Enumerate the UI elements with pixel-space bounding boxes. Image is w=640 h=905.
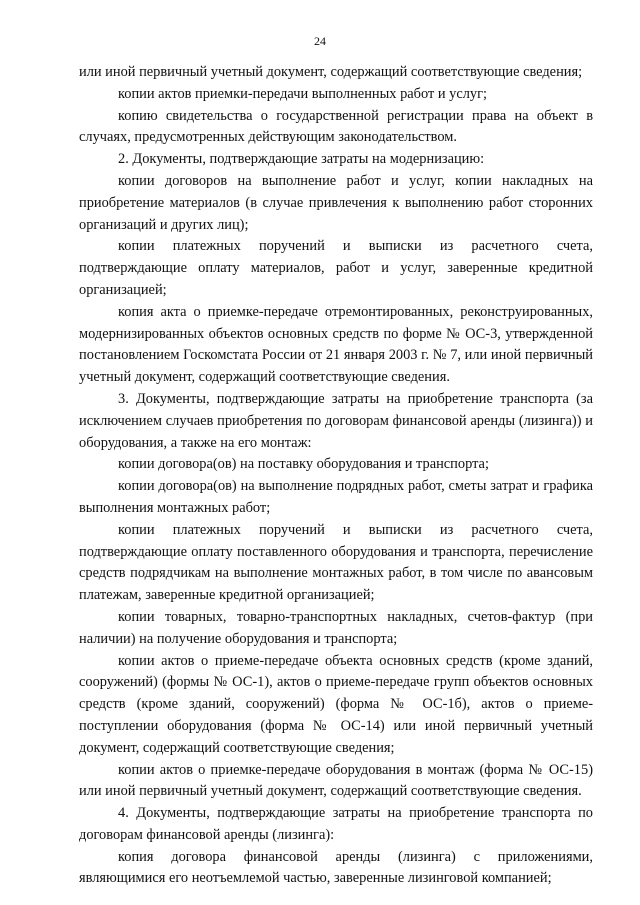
paragraph-leasing-contract: копия договора финансовой аренды (лизинга) с приложениями, являющимися его неотъемлемой частью, заверенные лизинговой компанией; — [79, 848, 593, 887]
section-heading-transport-equipment: 3. Документы, подтверждающие затраты на приобретение транспорта (за исключением случаев приобретения по договорам финансовой аренды (лизинга)) и оборудования, а также на его монтаж: — [79, 390, 593, 451]
paragraph-registration-certificate: копию свидетельства о государственной регистрации права на объект в случаях, предусмотренных действующим законодательством. — [79, 107, 593, 146]
paragraph-os1-acts: копии актов о приеме-передаче объекта основных средств (кроме зданий, сооружений) (формы № ОС-1), актов о приеме-передаче групп объектов основных средств (кроме зданий, сооружений) (форма № ОС-1б), актов о приеме-поступлении оборудования (форма № ОС-14) или иной первичный учетный документ, содержащий соответствующие сведения; — [79, 652, 593, 756]
paragraph-payment-orders: копии платежных поручений и выписки из расчетного счета, подтверждающие оплату материалов, работ и услуг, заверенные кредитной организацией; — [79, 238, 593, 298]
paragraph-os15-acts: копии актов о приемке-передаче оборудования в монтаж (форма № ОС-15) или иной первичный учетный документ, содержащий соответствующие сведения. — [79, 761, 593, 800]
paragraph-acceptance-acts: копии актов приемки-передачи выполненных работ и услуг; — [118, 85, 488, 102]
section-heading-modernization: 2. Документы, подтверждающие затраты на модернизацию: — [118, 151, 485, 168]
paragraph-contractor-contracts: копии договора(ов) на выполнение подрядных работ, сметы затрат и графика выполнения монтажных работ; — [79, 478, 593, 516]
paragraph-invoices: копии товарных, товарно-транспортных накладных, счетов-фактур (при наличии) на получение оборудования и транспорта; — [79, 608, 593, 647]
paragraph-supply-contracts: копии договора(ов) на поставку оборудования и транспорта; — [118, 456, 489, 473]
paragraph-contract-copies: копии договоров на выполнение работ и услуг, копии накладных на приобретение материалов (в случае привлечения к выполнению работ сторонних организаций и других лиц); — [79, 172, 593, 233]
page-number: 24 — [314, 34, 326, 48]
paragraph-continuation: или иной первичный учетный документ, содержащий соответствующие сведения; — [79, 64, 583, 80]
paragraph-payment-orders-equipment: копии платежных поручений и выписки из расчетного счета, подтверждающие оплату поставленного оборудования и транспорта, перечисление средств подрядчикам на выполнение монтажных работ, в том числе по авансовым платежам, заверенные кредитной организацией; — [79, 521, 593, 604]
document-body — [79, 62, 593, 890]
paragraph-os3-act: копия акта о приемке-передаче отремонтированных, реконструированных, модернизированных объектов основных средств по форме № ОС-3, утвержденной постановлением Госкомстата России от 21 января 2003 г. № 7, или иной первичный учетный документ, содержащий соответствующие сведения. — [79, 303, 593, 386]
section-heading-leasing: 4. Документы, подтверждающие затраты на приобретение транспорта по договорам финансовой аренды (лизинга): — [79, 805, 593, 843]
